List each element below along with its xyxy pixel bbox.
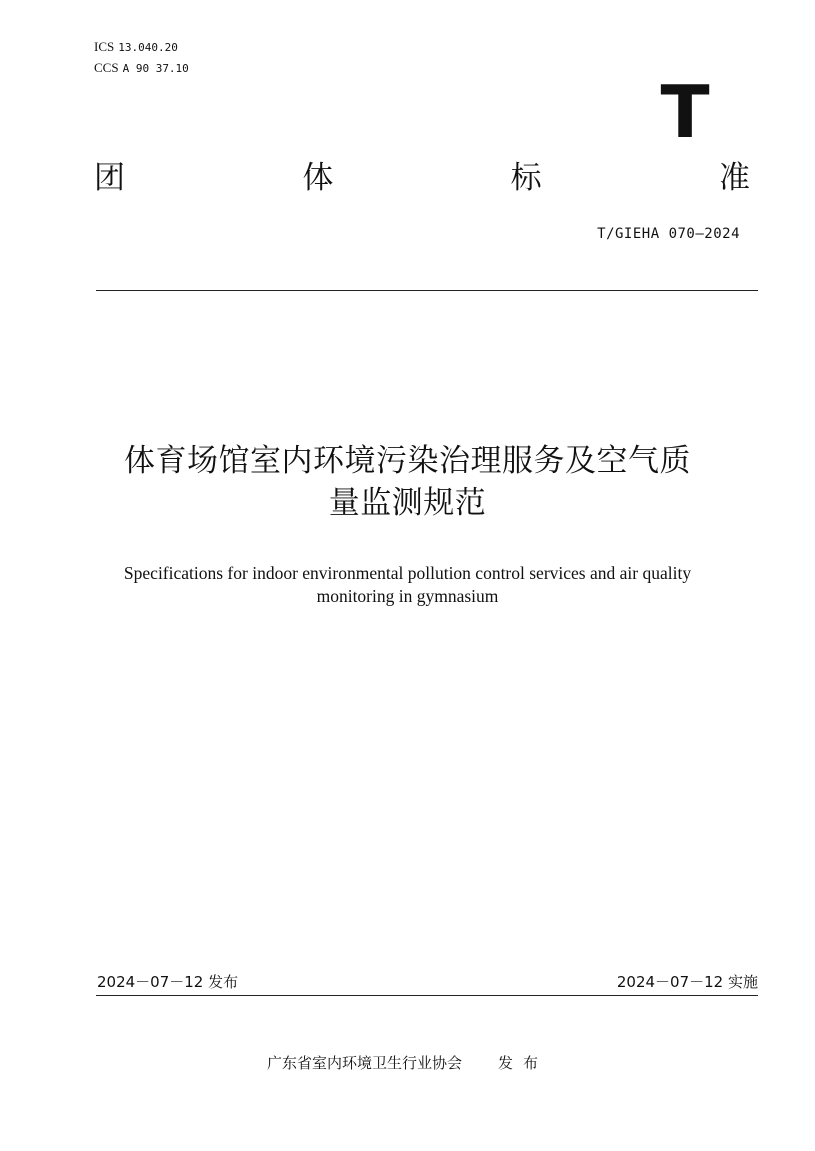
ccs-code [94, 61, 189, 76]
standard-type-char: 体 [302, 160, 334, 196]
standard-type-char: 标 [510, 160, 542, 196]
standard-type-char: 团 [94, 160, 125, 196]
header-divider [96, 290, 758, 291]
standard-type-char: 准 [718, 160, 750, 196]
publisher-organization: 广东省室内环境卫生行业协会 [266, 1054, 462, 1072]
ccs-value: A 90 37.10 [122, 62, 189, 75]
ics-code [94, 40, 178, 55]
title-chinese-line-1: 体育场馆室内环境污染治理服务及空气质 [124, 443, 691, 479]
standard-category-letter: T [660, 70, 710, 154]
ics-value: 13.040.20 [118, 41, 178, 54]
document-title-chinese [60, 440, 755, 524]
publish-date: 2024－07－12 发布 [97, 973, 239, 991]
publisher-action: 发布 [498, 1054, 549, 1072]
title-english-line-2: monitoring in gymnasium [316, 586, 499, 606]
standard-number: T/GIEHA 070—2024 [597, 226, 740, 242]
ics-label: ICS [94, 39, 115, 54]
ccs-label: CCS [94, 60, 119, 75]
standard-type-heading [94, 158, 750, 198]
title-chinese-line-2: 量监测规范 [328, 485, 487, 521]
implement-date: 2024－07－12 实施 [616, 973, 758, 991]
publisher-line [0, 1053, 815, 1073]
document-title-english [80, 562, 735, 608]
title-english-line-1: Specifications for indoor environmental pollution control services and air quality [123, 563, 692, 583]
footer-divider [96, 995, 758, 996]
